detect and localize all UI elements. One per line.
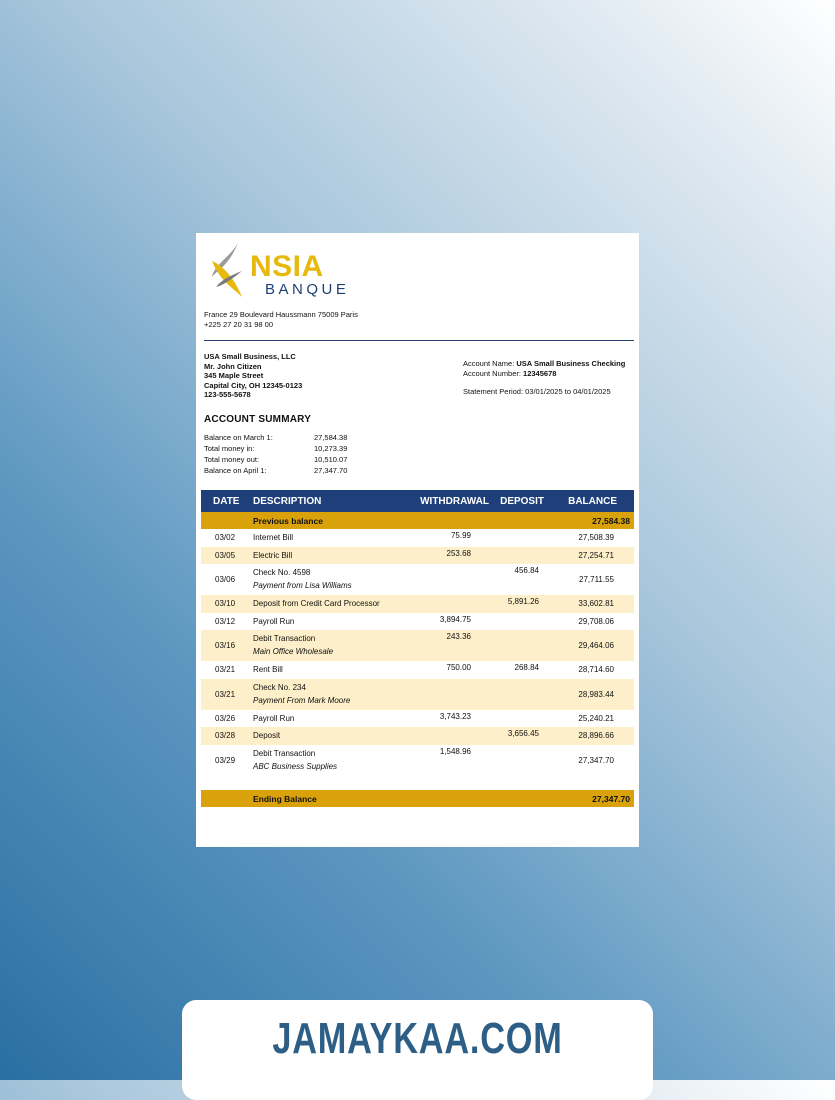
- cell-description: Rent Bill: [253, 665, 283, 674]
- cell-balance: 29,708.06: [578, 616, 614, 626]
- ending-balance-row: [201, 790, 634, 807]
- cell-withdrawal: 253.68: [446, 548, 471, 558]
- header-divider: [204, 340, 634, 341]
- cell-description-detail: Payment from Lisa Williams: [253, 581, 352, 590]
- ending-balance-label: Ending Balance: [253, 793, 317, 804]
- cell-date: 03/21: [215, 689, 236, 699]
- table-row: [201, 710, 634, 728]
- account-number-value: 12345678: [523, 369, 557, 378]
- summary-label: Total money in:: [204, 444, 255, 453]
- cell-balance: 28,896.66: [578, 731, 614, 740]
- account-number-label: Account Number:: [463, 369, 521, 378]
- client-contact: Mr. John Citizen: [204, 361, 262, 371]
- cell-balance: 27,254.71: [578, 550, 614, 560]
- cell-description: Check No. 234: [253, 682, 306, 692]
- cell-deposit: 456.84: [514, 566, 539, 575]
- cell-balance: 27,711.55: [579, 575, 614, 584]
- cell-description: Payroll Run: [253, 616, 295, 626]
- cell-description: Check No. 4598: [253, 568, 311, 577]
- client-phone: 123-555-5678: [204, 390, 251, 399]
- account-info: [463, 359, 625, 379]
- previous-balance-label: Previous balance: [253, 516, 323, 526]
- cell-deposit: 3,656.45: [507, 729, 539, 738]
- cell-withdrawal: 750.00: [446, 663, 471, 672]
- cell-description: Debit Transaction: [253, 748, 316, 758]
- summary-value: 27,584.38: [314, 433, 348, 442]
- ending-balance-value: 27,347.70: [592, 793, 630, 804]
- table-row: [201, 547, 634, 565]
- table-row: [201, 529, 634, 547]
- header-withdrawal: WITHDRAWAL: [420, 496, 489, 507]
- summary-value: 10,273.39: [314, 444, 348, 453]
- previous-balance-row: [201, 512, 634, 529]
- summary-value: 27,347.70: [314, 466, 348, 475]
- cell-description: Debit Transaction: [253, 634, 316, 643]
- cell-description-detail: ABC Business Supplies: [253, 761, 338, 771]
- table-row: [201, 745, 634, 776]
- cell-date: 03/16: [215, 641, 236, 650]
- client-city: Capital City, OH 12345-0123: [204, 380, 303, 390]
- account-name-value: USA Small Business Checking: [516, 359, 626, 368]
- watermark-banner: [182, 1000, 653, 1100]
- table-row: [201, 595, 634, 613]
- transactions-table: [201, 490, 634, 807]
- client-company: USA Small Business, LLC: [204, 352, 296, 361]
- cell-balance: 27,347.70: [578, 755, 614, 765]
- table-row: [201, 679, 634, 710]
- table-spacer: [201, 776, 634, 790]
- bank-logo-name: NSIA: [250, 250, 324, 283]
- table-row: [201, 630, 634, 661]
- transaction-rows: [201, 529, 634, 776]
- table-header: [201, 490, 634, 512]
- header-balance: BALANCE: [568, 496, 617, 507]
- cell-balance: 29,464.06: [578, 641, 614, 650]
- bank-statement: [196, 233, 639, 847]
- cell-description: Deposit from Credit Card Processor: [253, 599, 380, 608]
- bank-phone: +225 27 20 31 98 00: [204, 320, 274, 329]
- cell-date: 03/21: [215, 665, 236, 674]
- table-row: [201, 613, 634, 631]
- bank-address-block: [204, 310, 358, 330]
- cell-withdrawal: 1,548.96: [439, 746, 471, 756]
- table-row: [201, 661, 634, 679]
- header-description: DESCRIPTION: [253, 496, 322, 507]
- bank-address: France 29 Boulevard Haussmann 75009 Paris: [204, 310, 358, 319]
- cell-description: Electric Bill: [253, 550, 293, 560]
- client-street: 345 Maple Street: [204, 371, 264, 380]
- cell-date: 03/02: [215, 533, 236, 542]
- cell-withdrawal: 3,743.23: [439, 711, 471, 721]
- cell-balance: 33,602.81: [578, 599, 614, 608]
- bank-logo-subtitle: BANQUE: [265, 281, 350, 298]
- summary-value: 10,510.07: [314, 455, 348, 464]
- previous-balance-value: 27,584.38: [592, 516, 630, 526]
- summary-row: [204, 454, 364, 465]
- header-deposit: DEPOSIT: [500, 496, 544, 507]
- cell-withdrawal: 3,894.75: [439, 614, 471, 624]
- cell-balance: 27,508.39: [578, 533, 614, 542]
- cell-date: 03/12: [215, 616, 236, 626]
- account-summary: [204, 432, 364, 476]
- summary-label: Balance on March 1:: [204, 433, 273, 442]
- bank-logo-emblem-icon: [208, 241, 248, 301]
- account-summary-title: ACCOUNT SUMMARY: [204, 414, 312, 425]
- statement-period: Statement Period: 03/01/2025 to 04/01/2025: [463, 387, 611, 396]
- account-name-line: [463, 359, 625, 369]
- summary-label: Balance on April 1:: [204, 466, 267, 475]
- cell-description: Payroll Run: [253, 713, 295, 723]
- watermark-text: JAMAYKAA.COM: [272, 1014, 563, 1063]
- cell-deposit: 5,891.26: [507, 597, 539, 606]
- account-number-line: [463, 369, 625, 379]
- cell-description: Deposit: [253, 731, 281, 740]
- client-address-block: [204, 352, 302, 400]
- cell-balance: 28,983.44: [578, 689, 614, 699]
- cell-description: Internet Bill: [253, 533, 294, 542]
- cell-balance: 28,714.60: [578, 665, 614, 674]
- account-name-label: Account Name:: [463, 359, 515, 368]
- cell-date: 03/10: [215, 599, 236, 608]
- cell-date: 03/29: [215, 755, 236, 765]
- cell-date: 03/28: [215, 731, 236, 740]
- summary-row: [204, 465, 364, 476]
- cell-balance: 25,240.21: [578, 713, 614, 723]
- table-row: [201, 727, 634, 745]
- header-date: DATE: [213, 496, 240, 507]
- summary-row: [204, 432, 364, 443]
- cell-deposit: 268.84: [514, 663, 539, 672]
- cell-description-detail: Main Office Wholesale: [253, 647, 334, 656]
- table-row: [201, 564, 634, 595]
- cell-withdrawal: 243.36: [446, 632, 471, 641]
- cell-withdrawal: 75.99: [450, 531, 471, 540]
- cell-date: 03/26: [215, 713, 236, 723]
- bank-logo: [208, 241, 353, 303]
- summary-label: Total money out:: [204, 455, 260, 464]
- cell-date: 03/06: [215, 575, 236, 584]
- summary-row: [204, 443, 364, 454]
- cell-date: 03/05: [215, 550, 236, 560]
- cell-description-detail: Payment From Mark Moore: [253, 695, 351, 705]
